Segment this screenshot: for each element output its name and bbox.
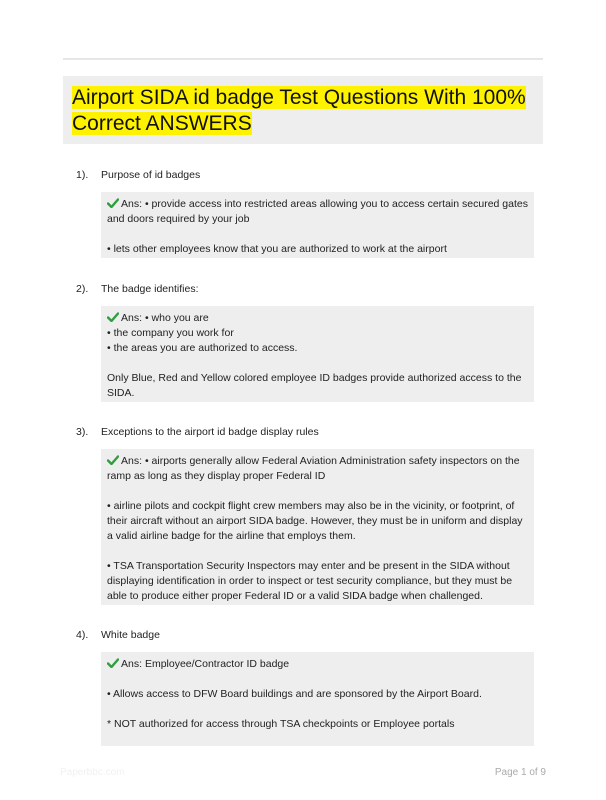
answer-box-1: Ans: • provide access into restricted areas allowing you to access certain secured gates and doors required by your job • lets other employees know that you are authorized to work at the airport — [101, 192, 534, 258]
answer-line: • provide access into restricted areas allowing you to access certain secured gates and doors required by your job — [107, 198, 528, 225]
check-icon — [107, 312, 119, 322]
page-title: Airport SIDA id badge Test Questions With 100% Correct ANSWERS — [72, 86, 526, 135]
question-text: Exceptions to the airport id badge display rules — [101, 426, 319, 438]
question-number: 4). — [76, 629, 89, 641]
answer-line: • airline pilots and cockpit flight crew members may also be in the vicinity, or footprint, of their aircraft without an airport SIDA badge. However, they must be in uniform and display a valid airline badge for the airline that employs them. — [107, 500, 523, 542]
answer-line: • the company you work for — [107, 327, 234, 339]
question-number: 3). — [76, 426, 89, 438]
answer-line: • Allows access to DFW Board buildings and are sponsored by the Airport Board. — [107, 688, 482, 700]
answer-line: Only Blue, Red and Yellow colored employee ID badges provide authorized access to the SIDA. — [107, 372, 522, 399]
answer-line: • who you are — [144, 312, 209, 324]
answer-line: • airports generally allow Federal Aviation Administration safety inspectors on the ramp as long as they display proper Federal ID — [107, 455, 520, 482]
question-text: The badge identifies: — [101, 283, 199, 295]
title-block — [63, 76, 543, 144]
answer-box-4: Ans: Employee/Contractor ID badge • Allows access to DFW Board buildings and are sponsored by the Airport Board. * NOT authorized for access through TSA checkpoints or Employee portals — [101, 652, 534, 746]
footer-watermark: Paperbbc.com — [60, 767, 125, 778]
answer-line: * NOT authorized for access through TSA checkpoints or Employee portals — [107, 718, 455, 730]
top-divider — [63, 58, 543, 60]
question-number: 1). — [76, 169, 89, 181]
answer-box-2: Ans: • who you are • the company you work for • the areas you are authorized to access. Only Blue, Red and Yellow colored employee ID badges provide authorized access to the SIDA. — [101, 306, 534, 402]
answer-line: Employee/Contractor ID badge — [144, 658, 290, 670]
page-number: Page 1 of 9 — [494, 767, 546, 778]
check-icon — [107, 658, 119, 668]
check-icon — [107, 455, 119, 465]
question-text: Purpose of id badges — [101, 169, 201, 181]
answer-box-3: Ans: • airports generally allow Federal Aviation Administration safety inspectors on the ramp as long as they display proper Federal ID • airline pilots and cockpit flight crew members may also be in the vicinity, or footprint, of their aircraft without an airport SIDA badge. However, they must be in uniform and display a valid airline badge for the airline that employs them. • TSA Transportation Security Inspectors may enter and be present in the SIDA without displaying identification in order to inspect or test security compliance, but they must be able to produce either proper Federal ID or a valid SIDA badge when challenged. — [101, 449, 534, 605]
answer-line: • TSA Transportation Security Inspectors may enter and be present in the SIDA without displaying identification in order to inspect or test security compliance, but they must be able to produce either proper Federal ID or a valid SIDA badge when challenged. — [107, 560, 513, 602]
check-icon — [107, 198, 119, 208]
question-text: White badge — [101, 629, 160, 641]
question-number: 2). — [76, 283, 89, 295]
answer-line: • lets other employees know that you are authorized to work at the airport — [107, 243, 447, 255]
answer-line: • the areas you are authorized to access. — [107, 342, 298, 354]
